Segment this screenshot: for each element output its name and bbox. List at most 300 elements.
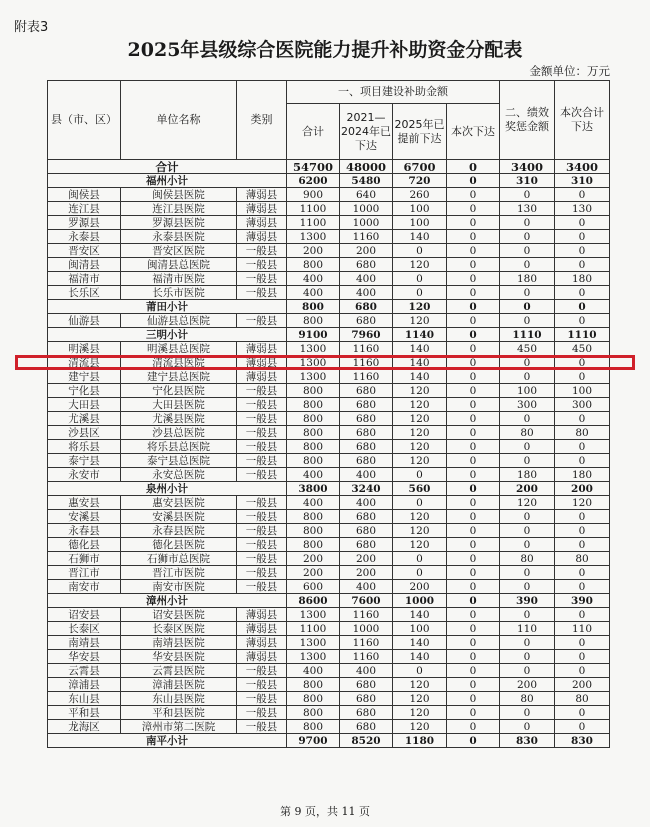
cell-this-issue: 0 [447,468,500,482]
cell-category: 一般县 [237,538,287,552]
cell-performance: 180 [500,272,555,286]
cell-issued: 680 [340,412,393,426]
cell-category: 薄弱县 [237,230,287,244]
col-total: 合计 [287,104,340,160]
cell-category: 一般县 [237,566,287,580]
col-unit-name: 单位名称 [121,81,237,160]
cell-unit-name: 明溪县总医院 [121,342,237,356]
cell-this-total: 0 [555,720,610,734]
cell-total: 800 [287,692,340,706]
cell-category: 薄弱县 [237,622,287,636]
cell-this-issue: 0 [447,272,500,286]
cell-county: 明溪县 [48,342,121,356]
cell-issued: 400 [340,272,393,286]
cell-county: 平和县 [48,706,121,720]
cell-category: 薄弱县 [237,188,287,202]
table-row [48,622,610,636]
cell-this-issue: 0 [447,524,500,538]
cell-total: 800 [287,300,340,314]
cell-total: 400 [287,496,340,510]
cell-category: 一般县 [237,440,287,454]
cell-unit-name: 石狮市总医院 [121,552,237,566]
cell-unit-name: 平和县医院 [121,706,237,720]
cell-performance: 830 [500,734,555,748]
cell-total: 400 [287,286,340,300]
cell-total: 800 [287,524,340,538]
cell-this-issue: 0 [447,622,500,636]
cell-category: 一般县 [237,384,287,398]
cell-advance: 1000 [393,594,447,608]
cell-this-issue: 0 [447,426,500,440]
grand-total-row [48,160,610,174]
cell-county: 诏安县 [48,608,121,622]
cell-issued: 5480 [340,174,393,188]
table-row [48,496,610,510]
table-row [48,342,610,356]
cell-issued: 8520 [340,734,393,748]
cell-performance: 0 [500,300,555,314]
cell-issued: 1160 [340,650,393,664]
cell-this-total: 830 [555,734,610,748]
cell-performance: 0 [500,440,555,454]
cell-performance: 0 [500,538,555,552]
cell-issued: 1160 [340,356,393,370]
table-row [48,454,610,468]
cell-issued: 680 [340,692,393,706]
cell-category: 薄弱县 [237,650,287,664]
cell-performance: 120 [500,496,555,510]
cell-this-total: 180 [555,272,610,286]
cell-performance: 450 [500,342,555,356]
cell-total: 1100 [287,216,340,230]
cell-advance: 140 [393,370,447,384]
cell-this-issue: 0 [447,202,500,216]
cell-county: 大田县 [48,398,121,412]
cell-performance: 390 [500,594,555,608]
col-this-issue: 本次下达 [447,104,500,160]
cell-unit-name: 云霄县医院 [121,664,237,678]
cell-total: 1300 [287,356,340,370]
cell-category: 一般县 [237,244,287,258]
cell-advance: 120 [393,412,447,426]
cell-this-total: 1110 [555,328,610,342]
cell-issued: 200 [340,552,393,566]
subtotal-row [48,734,610,748]
cell-issued: 680 [340,398,393,412]
cell-performance: 0 [500,244,555,258]
cell-advance: 120 [393,678,447,692]
cell-unit-name: 将乐县总医院 [121,440,237,454]
cell-this-issue: 0 [447,496,500,510]
cell-unit-name: 安溪县医院 [121,510,237,524]
cell-advance: 140 [393,608,447,622]
cell-total: 9700 [287,734,340,748]
cell-advance: 140 [393,342,447,356]
cell-performance: 0 [500,650,555,664]
cell-advance: 1140 [393,328,447,342]
cell-this-total: 0 [555,300,610,314]
col-performance: 二、绩效奖惩金额 [500,81,555,160]
cell-county: 南靖县 [48,636,121,650]
cell-unit-name: 大田县医院 [121,398,237,412]
row-label: 漳州小计 [48,594,287,608]
cell-county: 泰宁县 [48,454,121,468]
cell-this-total: 80 [555,552,610,566]
cell-total: 800 [287,440,340,454]
cell-advance: 0 [393,496,447,510]
unit-note: 金额单位：万元 [529,64,610,78]
cell-this-total: 310 [555,174,610,188]
cell-category: 一般县 [237,510,287,524]
cell-this-issue: 0 [447,552,500,566]
cell-this-total: 0 [555,636,610,650]
cell-total: 8600 [287,594,340,608]
cell-advance: 120 [393,454,447,468]
cell-this-issue: 0 [447,286,500,300]
cell-category: 一般县 [237,314,287,328]
cell-total: 1300 [287,650,340,664]
cell-unit-name: 连江县医院 [121,202,237,216]
cell-this-issue: 0 [447,636,500,650]
cell-performance: 0 [500,706,555,720]
cell-unit-name: 南安市医院 [121,580,237,594]
cell-performance: 100 [500,384,555,398]
cell-county: 建宁县 [48,370,121,384]
subtotal-row [48,300,610,314]
row-label: 三明小计 [48,328,287,342]
cell-this-issue: 0 [447,594,500,608]
cell-county: 永泰县 [48,230,121,244]
cell-this-issue: 0 [447,398,500,412]
cell-total: 800 [287,258,340,272]
cell-total: 800 [287,720,340,734]
cell-this-total: 0 [555,412,610,426]
table-row [48,706,610,720]
cell-this-issue: 0 [447,692,500,706]
cell-county: 闽侯县 [48,188,121,202]
cell-county: 连江县 [48,202,121,216]
cell-advance: 260 [393,188,447,202]
cell-performance: 0 [500,258,555,272]
cell-total: 54700 [287,160,340,174]
cell-total: 1300 [287,370,340,384]
cell-this-total: 3400 [555,160,610,174]
cell-unit-name: 沙县总医院 [121,426,237,440]
table-row [48,720,610,734]
cell-issued: 1160 [340,342,393,356]
table-row [48,216,610,230]
cell-total: 400 [287,468,340,482]
cell-unit-name: 尤溪县医院 [121,412,237,426]
cell-advance: 120 [393,440,447,454]
table-row [48,440,610,454]
cell-county: 尤溪县 [48,412,121,426]
cell-performance: 0 [500,412,555,426]
cell-advance: 0 [393,286,447,300]
cell-advance: 140 [393,356,447,370]
cell-this-issue: 0 [447,454,500,468]
table-row [48,272,610,286]
cell-advance: 120 [393,692,447,706]
cell-advance: 720 [393,174,447,188]
table-row [48,398,610,412]
cell-issued: 400 [340,580,393,594]
cell-this-total: 0 [555,440,610,454]
cell-total: 200 [287,566,340,580]
cell-unit-name: 永泰县医院 [121,230,237,244]
cell-issued: 680 [340,678,393,692]
table-row [48,664,610,678]
cell-issued: 1160 [340,230,393,244]
cell-this-issue: 0 [447,678,500,692]
cell-county: 长乐区 [48,286,121,300]
cell-total: 800 [287,454,340,468]
cell-advance: 140 [393,650,447,664]
cell-this-issue: 0 [447,482,500,496]
cell-this-total: 300 [555,398,610,412]
cell-advance: 560 [393,482,447,496]
cell-performance: 1110 [500,328,555,342]
cell-category: 一般县 [237,720,287,734]
cell-unit-name: 泰宁县总医院 [121,454,237,468]
subtotal-row [48,482,610,496]
cell-this-issue: 0 [447,342,500,356]
cell-this-issue: 0 [447,538,500,552]
table-row [48,314,610,328]
cell-total: 600 [287,580,340,594]
cell-issued: 680 [340,440,393,454]
cell-advance: 0 [393,272,447,286]
cell-county: 长泰区 [48,622,121,636]
cell-this-total: 0 [555,538,610,552]
table-row [48,552,610,566]
cell-performance: 80 [500,692,555,706]
cell-category: 薄弱县 [237,608,287,622]
cell-this-issue: 0 [447,580,500,594]
cell-category: 薄弱县 [237,370,287,384]
table-row [48,650,610,664]
cell-total: 400 [287,664,340,678]
cell-advance: 100 [393,622,447,636]
cell-category: 一般县 [237,524,287,538]
cell-this-issue: 0 [447,608,500,622]
col-this-total: 本次合计下达 [555,81,610,160]
cell-county: 云霄县 [48,664,121,678]
cell-total: 800 [287,678,340,692]
cell-this-total: 0 [555,706,610,720]
cell-advance: 0 [393,552,447,566]
attachment-label: 附表3 [14,20,49,35]
cell-unit-name: 建宁县总医院 [121,370,237,384]
cell-this-issue: 0 [447,356,500,370]
cell-county: 闽清县 [48,258,121,272]
cell-this-total: 0 [555,524,610,538]
cell-advance: 100 [393,202,447,216]
table-row [48,370,610,384]
cell-issued: 1160 [340,370,393,384]
cell-performance: 0 [500,356,555,370]
cell-total: 800 [287,706,340,720]
cell-issued: 680 [340,538,393,552]
cell-issued: 680 [340,384,393,398]
table-row [48,538,610,552]
allocation-table [47,80,610,748]
cell-performance: 200 [500,482,555,496]
cell-performance: 300 [500,398,555,412]
cell-total: 400 [287,272,340,286]
table-row [48,384,610,398]
cell-county: 龙海区 [48,720,121,734]
cell-total: 1300 [287,230,340,244]
cell-unit-name: 福清市医院 [121,272,237,286]
table-row [48,678,610,692]
cell-total: 800 [287,412,340,426]
cell-performance: 0 [500,580,555,594]
cell-this-issue: 0 [447,510,500,524]
cell-this-issue: 0 [447,664,500,678]
col-county: 县（市、区） [48,81,121,160]
cell-this-total: 0 [555,608,610,622]
cell-total: 3800 [287,482,340,496]
table-row [48,258,610,272]
cell-issued: 7600 [340,594,393,608]
col-group-project: 一、项目建设补助金额 [287,81,500,104]
cell-this-total: 0 [555,230,610,244]
cell-issued: 200 [340,244,393,258]
cell-issued: 400 [340,496,393,510]
document-title: 2025年县级综合医院能力提升补助资金分配表 [127,39,523,61]
cell-this-total: 0 [555,580,610,594]
cell-advance: 6700 [393,160,447,174]
col-category: 类别 [237,81,287,160]
cell-county: 惠安县 [48,496,121,510]
table-row [48,510,610,524]
cell-this-issue: 0 [447,174,500,188]
cell-advance: 120 [393,720,447,734]
cell-issued: 3240 [340,482,393,496]
col-issued-2021-2024: 2021—2024年已下达 [340,104,393,160]
cell-this-total: 200 [555,482,610,496]
cell-advance: 0 [393,664,447,678]
cell-performance: 80 [500,552,555,566]
row-label: 福州小计 [48,174,287,188]
cell-this-issue: 0 [447,370,500,384]
cell-unit-name: 华安县医院 [121,650,237,664]
cell-category: 一般县 [237,706,287,720]
cell-this-issue: 0 [447,300,500,314]
cell-performance: 0 [500,454,555,468]
cell-unit-name: 诏安县医院 [121,608,237,622]
cell-advance: 140 [393,636,447,650]
cell-issued: 1000 [340,622,393,636]
cell-advance: 120 [393,426,447,440]
cell-county: 晋江市 [48,566,121,580]
cell-this-issue: 0 [447,314,500,328]
cell-this-total: 0 [555,356,610,370]
cell-county: 南安市 [48,580,121,594]
cell-this-total: 0 [555,286,610,300]
cell-unit-name: 永春县医院 [121,524,237,538]
cell-this-total: 0 [555,566,610,580]
cell-unit-name: 南靖县医院 [121,636,237,650]
cell-this-total: 0 [555,454,610,468]
cell-county: 东山县 [48,692,121,706]
table-row [48,230,610,244]
cell-issued: 680 [340,454,393,468]
cell-performance: 0 [500,608,555,622]
cell-this-total: 0 [555,188,610,202]
cell-total: 1100 [287,202,340,216]
cell-this-total: 450 [555,342,610,356]
table-row [48,468,610,482]
cell-this-total: 180 [555,468,610,482]
cell-unit-name: 漳州市第二医院 [121,720,237,734]
cell-performance: 80 [500,426,555,440]
cell-this-issue: 0 [447,706,500,720]
row-label: 莆田小计 [48,300,287,314]
cell-unit-name: 清流县医院 [121,356,237,370]
cell-issued: 1000 [340,216,393,230]
cell-category: 一般县 [237,678,287,692]
cell-issued: 680 [340,720,393,734]
cell-county: 华安县 [48,650,121,664]
subtotal-row [48,594,610,608]
row-label: 泉州小计 [48,482,287,496]
cell-performance: 0 [500,720,555,734]
cell-unit-name: 仙游县总医院 [121,314,237,328]
cell-this-issue: 0 [447,188,500,202]
table-row [48,580,610,594]
cell-total: 800 [287,510,340,524]
cell-this-total: 0 [555,510,610,524]
cell-unit-name: 闽清县总医院 [121,258,237,272]
cell-unit-name: 晋安区医院 [121,244,237,258]
table-row [48,356,610,370]
cell-this-total: 0 [555,258,610,272]
cell-issued: 400 [340,468,393,482]
subtotal-row [48,328,610,342]
cell-this-total: 100 [555,384,610,398]
cell-total: 200 [287,552,340,566]
cell-unit-name: 东山县医院 [121,692,237,706]
cell-this-issue: 0 [447,328,500,342]
row-label: 合计 [48,160,287,174]
cell-advance: 100 [393,216,447,230]
row-label: 南平小计 [48,734,287,748]
cell-performance: 0 [500,230,555,244]
cell-performance: 310 [500,174,555,188]
cell-issued: 200 [340,566,393,580]
cell-performance: 0 [500,510,555,524]
cell-issued: 640 [340,188,393,202]
cell-this-total: 0 [555,216,610,230]
cell-total: 9100 [287,328,340,342]
cell-county: 永安市 [48,468,121,482]
cell-total: 900 [287,188,340,202]
cell-category: 一般县 [237,398,287,412]
cell-this-issue: 0 [447,216,500,230]
cell-unit-name: 德化县医院 [121,538,237,552]
cell-performance: 0 [500,566,555,580]
cell-county: 仙游县 [48,314,121,328]
cell-unit-name: 长乐市医院 [121,286,237,300]
cell-total: 1300 [287,636,340,650]
cell-this-issue: 0 [447,160,500,174]
table-body [48,160,610,748]
cell-advance: 0 [393,566,447,580]
cell-this-issue: 0 [447,566,500,580]
cell-total: 1300 [287,342,340,356]
